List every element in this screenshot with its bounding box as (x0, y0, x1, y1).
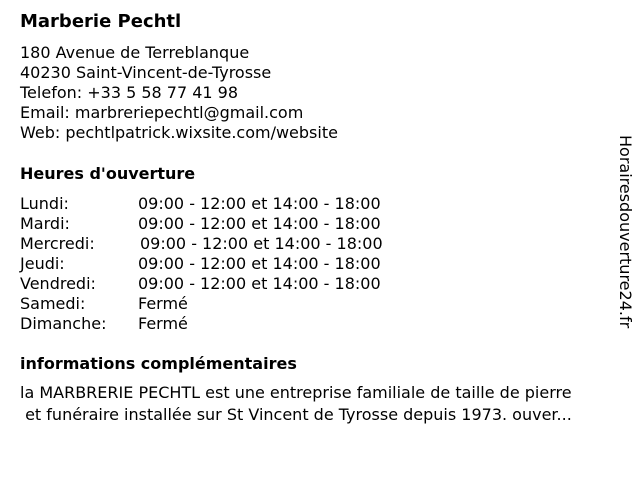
watermark-text: Horairesdouverture24.fr (616, 135, 635, 329)
watermark (610, 135, 638, 345)
time-value: 09:00 - 12:00 et 14:00 - 18:00 (138, 274, 381, 293)
address-street: 180 Avenue de Terreblanque (20, 43, 250, 62)
day-label: Mardi: (20, 214, 70, 233)
phone-line: Telefon: +33 5 58 77 41 98 (20, 83, 239, 102)
day-label: Lundi: (20, 194, 69, 213)
address-city: 40230 Saint-Vincent-de-Tyrosse (20, 63, 272, 82)
contact-block (20, 43, 338, 143)
info-line-2: et funéraire installée sur St Vincent de Tyrosse depuis 1973. ouver... (20, 405, 572, 424)
info-line-1: la MARBRERIE PECHTL est une entreprise familiale de taille de pierre (20, 383, 572, 402)
time-value: 09:00 - 12:00 et 14:00 - 18:00 (140, 234, 383, 253)
hours-heading: Heures d'ouverture (20, 164, 196, 183)
business-name: Marberie Pechtl (20, 11, 182, 32)
day-label: Vendredi: (20, 274, 96, 293)
time-value: 09:00 - 12:00 et 14:00 - 18:00 (138, 194, 381, 213)
web-line: Web: pechtlpatrick.wixsite.com/website (20, 123, 338, 142)
day-label: Mercredi: (20, 234, 95, 253)
info-heading: informations complémentaires (20, 354, 297, 373)
time-value: 09:00 - 12:00 et 14:00 - 18:00 (138, 254, 381, 273)
day-label: Dimanche: (20, 314, 107, 333)
time-value: Fermé (138, 294, 188, 313)
day-label: Jeudi: (20, 254, 65, 273)
info-text (20, 382, 625, 426)
time-value: Fermé (138, 314, 188, 333)
time-value: 09:00 - 12:00 et 14:00 - 18:00 (138, 214, 381, 233)
day-label: Samedi: (20, 294, 86, 313)
email-line: Email: marbreriepechtl@gmail.com (20, 103, 304, 122)
